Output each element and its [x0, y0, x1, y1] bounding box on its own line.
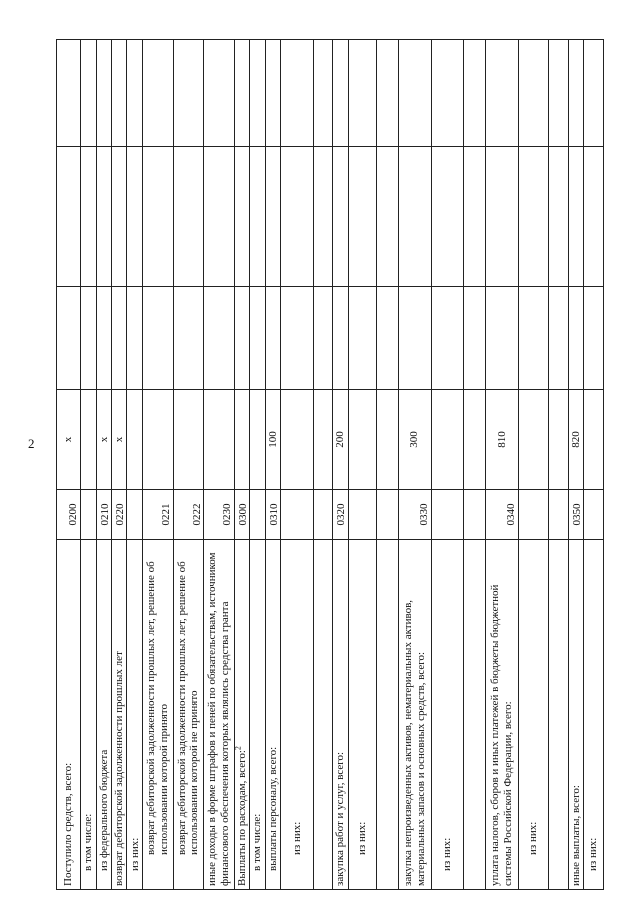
row-code: 0310 — [265, 490, 280, 540]
row-code: 0200 — [57, 490, 81, 540]
empty-cell — [265, 147, 280, 287]
row-label-text: Поступило средств, всего: — [62, 762, 75, 886]
row-col3 — [464, 390, 486, 490]
table-row — [584, 40, 604, 890]
row-label-text: выплаты персоналу, всего: — [266, 746, 279, 871]
row-label — [348, 540, 376, 890]
empty-cell — [96, 40, 111, 147]
row-code — [80, 490, 96, 540]
empty-cell — [80, 147, 96, 287]
table-row — [80, 40, 96, 890]
row-label-text: уплата налогов, сборов и иных платежей в бюджеты бюджетной системы Российской Федерации, всего: — [489, 584, 514, 886]
empty-cell — [96, 147, 111, 287]
table-row — [377, 40, 399, 890]
row-code — [464, 490, 486, 540]
page-number: 2 — [28, 436, 35, 451]
row-label — [80, 540, 96, 890]
row-label — [377, 540, 399, 890]
row-label — [549, 540, 569, 890]
empty-cell — [313, 287, 333, 390]
row-col3 — [518, 390, 549, 490]
empty-cell — [431, 40, 464, 147]
row-label — [486, 540, 519, 890]
row-label — [281, 540, 314, 890]
empty-cell — [549, 287, 569, 390]
empty-cell — [173, 147, 204, 287]
empty-cell — [127, 147, 143, 287]
row-label — [568, 540, 583, 890]
footnote-marker: 2 — [232, 746, 242, 751]
empty-cell — [348, 287, 376, 390]
empty-cell — [313, 40, 333, 147]
empty-cell — [568, 287, 583, 390]
empty-cell — [486, 40, 519, 147]
empty-cell — [377, 287, 399, 390]
row-code — [584, 490, 604, 540]
empty-cell — [377, 147, 399, 287]
empty-cell — [250, 287, 266, 390]
row-code: 0210 — [96, 490, 111, 540]
empty-cell — [143, 147, 174, 287]
empty-cell — [333, 287, 348, 390]
row-col3 — [377, 390, 399, 490]
row-label — [431, 540, 464, 890]
row-label — [265, 540, 280, 890]
empty-cell — [80, 287, 96, 390]
empty-cell — [377, 40, 399, 147]
empty-cell — [518, 147, 549, 287]
table-row — [518, 40, 549, 890]
empty-cell — [57, 40, 81, 147]
row-code: 0320 — [333, 490, 348, 540]
row-label-text: из них: — [527, 821, 540, 855]
row-label — [234, 540, 249, 890]
row-col3: x — [112, 390, 127, 490]
table-row — [281, 40, 314, 890]
row-code: 0340 — [486, 490, 519, 540]
row-code: 0220 — [112, 490, 127, 540]
row-col3 — [204, 390, 235, 490]
report-table — [56, 39, 604, 890]
row-col3: 810 — [486, 390, 519, 490]
empty-cell — [204, 40, 235, 147]
row-label — [398, 540, 431, 890]
row-label-text: возврат дебиторской задолженности прошлых лет, решение об использовании которой не принято — [175, 561, 201, 855]
row-code: 0221 — [143, 490, 174, 540]
empty-cell — [398, 287, 431, 390]
row-col3 — [584, 390, 604, 490]
empty-cell — [234, 147, 249, 287]
empty-cell — [112, 40, 127, 147]
table-row — [234, 40, 249, 890]
empty-cell — [348, 40, 376, 147]
row-label-text: из них: — [441, 837, 454, 871]
table-row — [57, 40, 81, 890]
empty-cell — [143, 40, 174, 147]
row-code: 0330 — [398, 490, 431, 540]
row-label-text: иные выплаты, всего: — [569, 785, 582, 886]
empty-cell — [464, 287, 486, 390]
empty-cell — [250, 147, 266, 287]
row-col3 — [281, 390, 314, 490]
row-code: 0230 — [204, 490, 235, 540]
table-row — [143, 40, 174, 890]
row-label — [464, 540, 486, 890]
empty-cell — [173, 40, 204, 147]
row-label — [173, 540, 204, 890]
empty-cell — [549, 147, 569, 287]
row-label-text: закупка работ и услуг, всего: — [334, 751, 347, 886]
row-col3: x — [96, 390, 111, 490]
row-col3 — [173, 390, 204, 490]
empty-cell — [281, 40, 314, 147]
empty-cell — [486, 287, 519, 390]
table-row — [348, 40, 376, 890]
empty-cell — [281, 287, 314, 390]
empty-cell — [127, 40, 143, 147]
empty-cell — [281, 147, 314, 287]
empty-cell — [204, 287, 235, 390]
row-col3 — [431, 390, 464, 490]
row-code — [281, 490, 314, 540]
row-label-text: возврат дебиторской задолженности прошлых лет — [112, 651, 125, 886]
empty-cell — [57, 287, 81, 390]
table-row — [549, 40, 569, 890]
row-code — [518, 490, 549, 540]
row-label — [333, 540, 348, 890]
empty-cell — [250, 40, 266, 147]
row-label-text: из них: — [290, 821, 303, 855]
row-code: 0222 — [173, 490, 204, 540]
row-col3: 820 — [568, 390, 583, 490]
empty-cell — [204, 147, 235, 287]
empty-cell — [584, 147, 604, 287]
row-col3 — [143, 390, 174, 490]
empty-cell — [112, 287, 127, 390]
row-code — [431, 490, 464, 540]
row-label-text: из них: — [128, 837, 141, 871]
empty-cell — [431, 287, 464, 390]
table-row — [398, 40, 431, 890]
empty-cell — [143, 287, 174, 390]
row-col3: 200 — [333, 390, 348, 490]
empty-cell — [348, 147, 376, 287]
row-col3 — [348, 390, 376, 490]
row-label — [250, 540, 266, 890]
row-col3 — [313, 390, 333, 490]
table-row — [204, 40, 235, 890]
row-label — [112, 540, 127, 890]
row-code: 0350 — [568, 490, 583, 540]
row-label — [57, 540, 81, 890]
empty-cell — [333, 40, 348, 147]
row-label — [313, 540, 333, 890]
table-row — [96, 40, 111, 890]
empty-cell — [96, 287, 111, 390]
row-code — [549, 490, 569, 540]
empty-cell — [464, 40, 486, 147]
empty-cell — [584, 40, 604, 147]
row-code — [377, 490, 399, 540]
table-row — [173, 40, 204, 890]
row-code: 0300 — [234, 490, 249, 540]
row-label-text: из федерального бюджета — [97, 749, 110, 871]
empty-cell — [464, 147, 486, 287]
table-row — [568, 40, 583, 890]
row-code — [250, 490, 266, 540]
row-label-text: в том числе: — [82, 813, 95, 871]
empty-cell — [234, 40, 249, 147]
table-row — [265, 40, 280, 890]
empty-cell — [80, 40, 96, 147]
report-table-rotated — [56, 40, 604, 890]
row-col3: 100 — [265, 390, 280, 490]
row-label — [204, 540, 235, 890]
empty-cell — [57, 147, 81, 287]
empty-cell — [173, 287, 204, 390]
table-row — [313, 40, 333, 890]
table-row — [250, 40, 266, 890]
empty-cell — [127, 287, 143, 390]
row-label — [584, 540, 604, 890]
row-col3: 300 — [398, 390, 431, 490]
empty-cell — [518, 40, 549, 147]
row-label — [143, 540, 174, 890]
empty-cell — [265, 40, 280, 147]
empty-cell — [398, 147, 431, 287]
empty-cell — [398, 40, 431, 147]
row-code — [127, 490, 143, 540]
table-row — [112, 40, 127, 890]
empty-cell — [568, 147, 583, 287]
row-col3 — [127, 390, 143, 490]
row-label-text: из них: — [356, 821, 369, 855]
row-label — [96, 540, 111, 890]
row-label-text: закупка непроизведенных активов, нематериальных активов, материальных запасов и основных средств, всего: — [402, 599, 427, 886]
empty-cell — [431, 147, 464, 287]
table-row — [333, 40, 348, 890]
row-label-text: в том числе: — [251, 813, 264, 871]
row-code — [348, 490, 376, 540]
empty-cell — [333, 147, 348, 287]
row-label-text: из них: — [587, 837, 600, 871]
empty-cell — [112, 147, 127, 287]
row-label — [127, 540, 143, 890]
row-col3 — [234, 390, 249, 490]
empty-cell — [265, 287, 280, 390]
row-label-text: иные доходы в форме штрафов и пеней по обязательствам, источником финансового обеспечения которых являлись средства гранта — [206, 552, 231, 886]
row-label-text: Выплаты по расходам, всего: — [235, 750, 248, 886]
row-code — [313, 490, 333, 540]
empty-cell — [234, 287, 249, 390]
table-row — [127, 40, 143, 890]
empty-cell — [568, 40, 583, 147]
row-col3 — [549, 390, 569, 490]
empty-cell — [584, 287, 604, 390]
row-col3: x — [57, 390, 81, 490]
empty-cell — [313, 147, 333, 287]
table-row — [486, 40, 519, 890]
row-col3 — [80, 390, 96, 490]
empty-cell — [518, 287, 549, 390]
table-row — [464, 40, 486, 890]
row-label — [518, 540, 549, 890]
row-col3 — [250, 390, 266, 490]
table-row — [431, 40, 464, 890]
empty-cell — [486, 147, 519, 287]
row-label-text: возврат дебиторской задолженности прошлых лет, решение об использовании которой принято — [145, 561, 170, 855]
empty-cell — [549, 40, 569, 147]
